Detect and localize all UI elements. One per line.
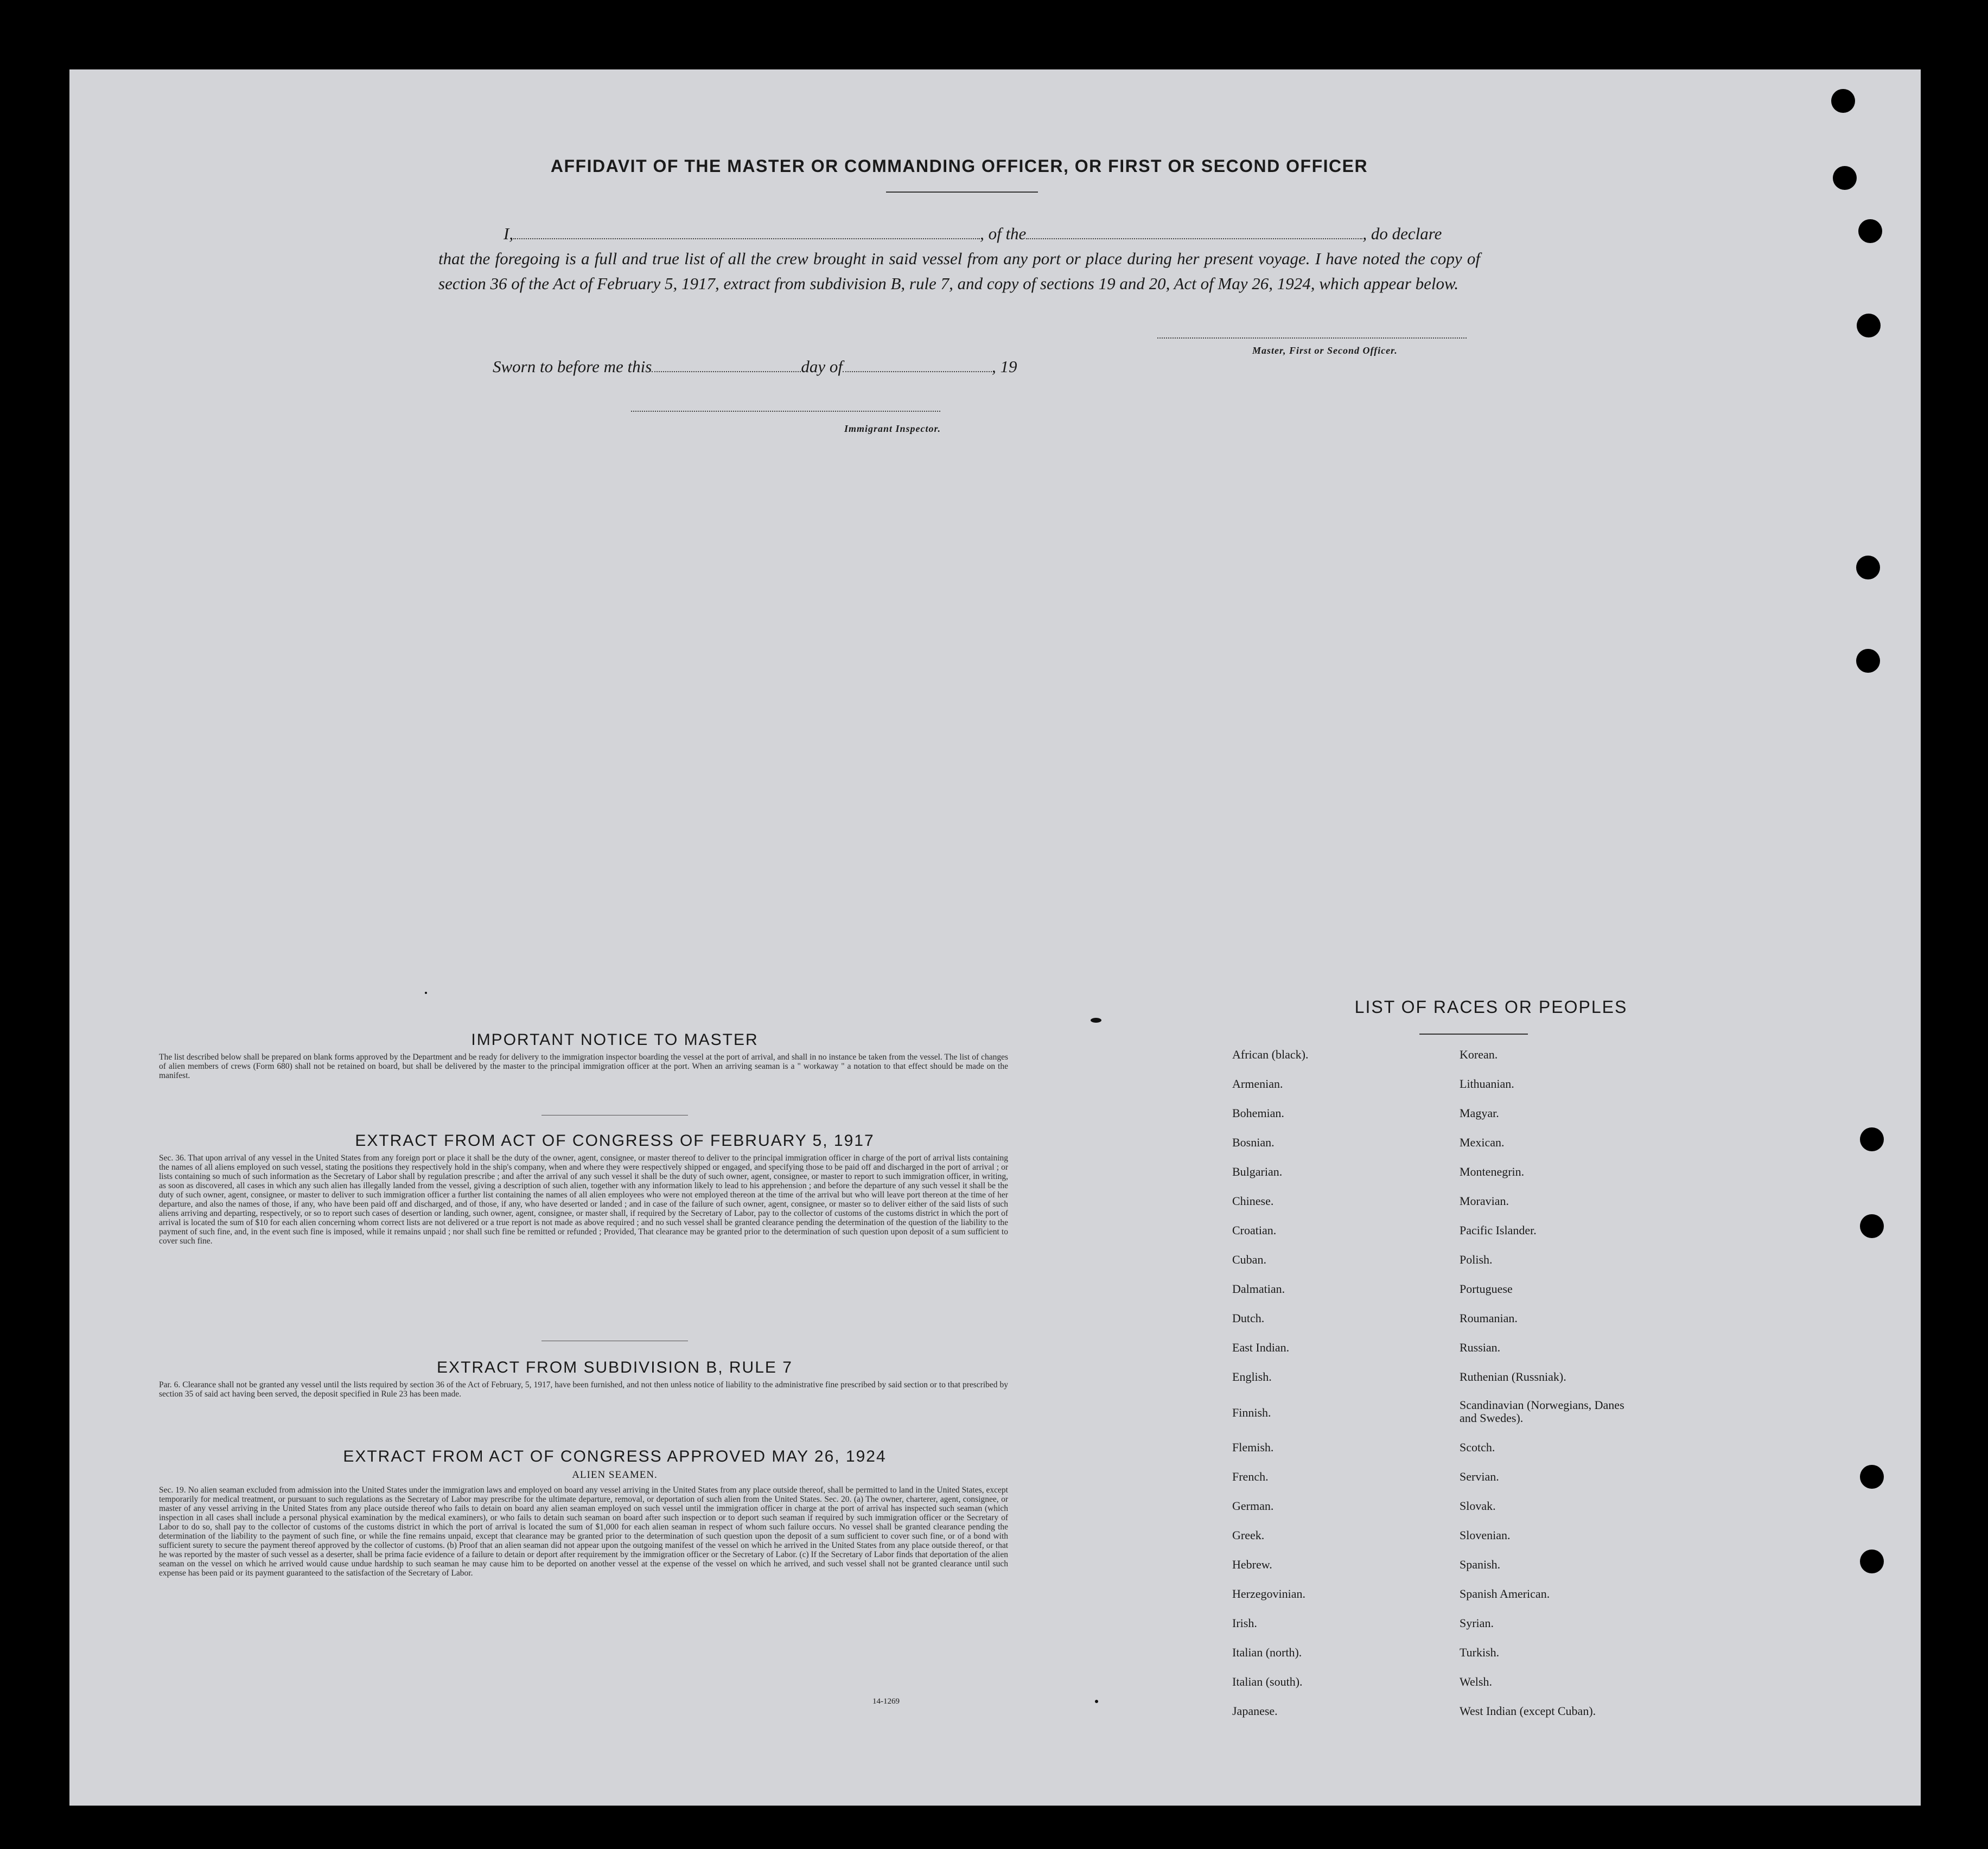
sworn-year: , 19 <box>991 357 1017 376</box>
binder-hole <box>1860 1465 1884 1489</box>
race-item: English. <box>1232 1370 1272 1383</box>
affidavit-do-declare: , do declare <box>1362 224 1442 243</box>
form-number: 14-1269 <box>872 1697 900 1706</box>
subdivision-b-body: Par. 6. Clearance shall not be granted any vessel until the lists required by section 36 of the Act of February, 5, 1917, have been furnished, and not then unless notice of liability to the administrative fine prescribed by said section or to that prescribed by section 35 of said act having been served, the deposit specified in Rule 23 has been made. <box>159 1380 1008 1399</box>
race-item: Magyar. <box>1460 1106 1499 1120</box>
document-sheet <box>69 69 1921 1806</box>
race-item: German. <box>1232 1499 1274 1513</box>
ink-speck <box>425 992 427 994</box>
race-item: Hebrew. <box>1232 1558 1272 1571</box>
race-item: Servian. <box>1460 1470 1499 1483</box>
race-item: Croatian. <box>1232 1223 1277 1237</box>
sworn-line <box>493 357 1017 377</box>
race-item: East Indian. <box>1232 1341 1290 1354</box>
races-title: LIST OF RACES OR PEOPLES <box>1354 997 1628 1017</box>
race-item: Finnish. <box>1232 1406 1271 1419</box>
race-item: Polish. <box>1460 1253 1493 1266</box>
extract-1917-body: Sec. 36. That upon arrival of any vessel in the United States from any foreign port or place it shall be the duty of the owner, agent, consignee, or master thereof to deliver to the principal immigration officer in charge of the port of arrival lists containing the names of all aliens employed on such vessel, stating the positions they respectively hold in the ship's company, when and where they were respectively shipped or engaged, and specifying those to be paid off and discharged in the port of arrival ; or lists containing so much of such information as the Secretary of Labor shall by regulation prescribe ; and after the arrival of any such vessel it shall be the duty of such owner, agent, consignee, or master to report to such immigration officer, in writing, as soon as discovered, all cases in which any such alien has illegally landed from the vessel, giving a description of such alien, together with any information likely to lead to his apprehension ; and before the departure of any such vessel it shall be the duty of such owner, agent, consignee, or master to deliver to such immigration officer a further list containing the names of all alien employees who were not employed thereon at the time of the arrival but who will leave port thereon at the time of her departure, and also the names of those, if any, who have been paid off and discharged, and of those, if any, who have deserted or landed ; and in case of the failure of such owner, agent, consignee, or master so to deliver either of the said lists of such aliens arriving and departing, respectively, or so to report such cases of desertion or landing, such owner, agent, consignee, or master shall, if required by the Secretary of Labor, pay to the collector of customs of the customs district in which the port of arrival is located the sum of $10 for each alien concerning whom correct lists are not delivered or a true report is not made as above required ; and no such vessel shall be granted clearance pending the determination of the question of the liability to the payment of such fine, and, in the event such fine is imposed, while it remains unpaid ; nor shall such fine be remitted or refunded ; Provided, That clearance may be granted prior to the determination of such question upon deposit of a sum sufficient to cover such fine. <box>159 1153 1008 1246</box>
race-item: Bosnian. <box>1232 1136 1275 1149</box>
subdivision-b-title: EXTRACT FROM SUBDIVISION B, RULE 7 <box>437 1359 793 1376</box>
binder-hole <box>1860 1550 1884 1573</box>
race-item: Roumanian. <box>1460 1311 1518 1325</box>
ink-speck <box>1095 1700 1098 1703</box>
master-signature-line <box>1157 337 1467 339</box>
binder-hole <box>1856 556 1880 579</box>
notice-body: The list described below shall be prepared on blank forms approved by the Department and be ready for delivery to the immigration inspector boarding the vessel at the port of arrival, and shall in no instance be taken from the vessel. The list of changes of alien members of crews (Form 680) shall not be retained on board, but shall be delivered by the master to the principal immigration officer at the port. When an arriving seaman is a " workaway " a notation to that effect should be made on the manifest. <box>159 1053 1008 1080</box>
binder-hole <box>1858 219 1882 243</box>
binder-hole <box>1833 166 1857 190</box>
ink-speck <box>1091 1018 1101 1023</box>
binder-hole <box>1860 1214 1884 1238</box>
sworn-day-of: day of <box>801 357 843 376</box>
race-item: Russian. <box>1460 1341 1501 1354</box>
extract-1924-title: EXTRACT FROM ACT OF CONGRESS APPROVED MAY 26, 1924 <box>343 1448 887 1465</box>
notice-title: IMPORTANT NOTICE TO MASTER <box>471 1031 759 1049</box>
extract-1924-subtitle: ALIEN SEAMEN. <box>572 1469 658 1481</box>
race-item: Dalmatian. <box>1232 1282 1285 1296</box>
race-item: Syrian. <box>1460 1616 1494 1630</box>
race-item: Cuban. <box>1232 1253 1266 1266</box>
binder-hole <box>1860 1127 1884 1151</box>
vessel-blank <box>1026 238 1362 239</box>
race-item: Korean. <box>1460 1048 1498 1061</box>
race-item: Pacific Islander. <box>1460 1223 1537 1237</box>
sworn-month-blank <box>843 371 992 372</box>
race-item: African (black). <box>1232 1048 1309 1061</box>
race-item: Slovenian. <box>1460 1528 1511 1542</box>
race-item: Spanish American. <box>1460 1587 1550 1601</box>
binder-hole <box>1857 314 1881 337</box>
race-item: Mexican. <box>1460 1136 1505 1149</box>
race-item: Chinese. <box>1232 1194 1274 1208</box>
race-item: Bulgarian. <box>1232 1165 1283 1178</box>
affidavit-of-the: , of the <box>980 224 1027 243</box>
race-item: Bohemian. <box>1232 1106 1284 1120</box>
master-signature-caption: Master, First or Second Officer. <box>1252 345 1398 356</box>
name-blank <box>513 238 980 239</box>
binder-hole <box>1856 649 1880 673</box>
race-item: Lithuanian. <box>1460 1077 1514 1091</box>
extract-1917-title: EXTRACT FROM ACT OF CONGRESS OF FEBRUARY 5, 1917 <box>355 1132 875 1150</box>
race-item: Irish. <box>1232 1616 1257 1630</box>
race-item: Greek. <box>1232 1528 1265 1542</box>
inspector-signature-line <box>631 411 940 412</box>
race-item: Japanese. <box>1232 1704 1278 1718</box>
race-item: Slovak. <box>1460 1499 1496 1513</box>
race-item: Turkish. <box>1460 1646 1500 1659</box>
race-item: Dutch. <box>1232 1311 1265 1325</box>
affidavit-text <box>438 221 1480 296</box>
extract-1924-body: Sec. 19. No alien seaman excluded from admission into the United States under the immigration laws and employed on board any vessel arriving in the United States from any place outside thereof, shall be permitted to land in the United States, except temporarily for medical treatment, or pursuant to such regulations as the Secretary of Labor may prescribe for the ultimate departure, removal, or deportation of such alien from the United States. Sec. 20. (a) The owner, charterer, agent, consignee, or master of any vessel arriving in the United States from any place outside thereof who fails to detain on board any alien seaman employed on such vessel until the immigration officer in charge at the port of arrival has inspected such seaman (which inspection in all cases shall include a personal physical examination by the medical examiners), or who fails to detain such seaman on board after such inspection or to deport such seaman if required by such immigration officer or the Secretary of Labor to do so, shall pay to the collector of customs of the customs district in which the port of arrival is located the sum of $1,000 for each alien seaman in respect of whom such failure occurs. No vessel shall be granted clearance pending the determination of the liability to the payment of such fine, or while the fine remains unpaid, except that clearance may be granted prior to the determination of such question upon the deposit of a sum sufficient to cover such fine, or of a bond with sufficient surety to secure the payment thereof approved by the collector of customs. (b) Proof that an alien seaman did not appear upon the outgoing manifest of the vessel on which he arrived in the United States from any place outside thereof, or that he was reported by the master of such vessel as a deserter, shall be prima facie evidence of a failure to detain or deport after requirement by the immigration officer or the Secretary of Labor. (c) If the Secretary of Labor finds that deportation of the alien seaman on the vessel on which he arrived would cause undue hardship to such seaman he may cause him to be deported on another vessel at the expense of the vessel on which he arrived, and such vessel shall not be granted clearance until such expense has been paid or its payment guaranteed to the satisfaction of the Secretary of Labor. <box>159 1485 1008 1578</box>
race-item: Armenian. <box>1232 1077 1283 1091</box>
race-item: West Indian (except Cuban). <box>1460 1704 1596 1718</box>
sworn-text: Sworn to before me this <box>493 357 652 376</box>
race-item: Moravian. <box>1460 1194 1509 1208</box>
affidavit-title: AFFIDAVIT OF THE MASTER OR COMMANDING OFFICER, OR FIRST OR SECOND OFFICER <box>550 156 1368 176</box>
race-item: Portuguese <box>1460 1282 1513 1296</box>
race-item: French. <box>1232 1470 1269 1483</box>
affidavit-body: that the foregoing is a full and true list of all the crew brought in said vessel from any port or place during her present voyage. I have noted the copy of section 36 of the Act of February 5, 1917, extract from subdivision B, rule 7, and copy of sections 19 and 20, Act of May 26, 1924, which appear below. <box>438 249 1480 293</box>
race-item: Herzegovinian. <box>1232 1587 1305 1601</box>
race-item: Scotch. <box>1460 1440 1495 1454</box>
races-rule <box>1419 1034 1528 1035</box>
race-item: Scandinavian (Norwegians, Danes and Swedes). <box>1460 1398 1624 1425</box>
race-item: Ruthenian (Russniak). <box>1460 1370 1566 1383</box>
race-item: Montenegrin. <box>1460 1165 1525 1178</box>
race-item: Flemish. <box>1232 1440 1274 1454</box>
title-rule <box>886 192 1038 193</box>
binder-hole <box>1831 89 1855 113</box>
race-item: Welsh. <box>1460 1675 1492 1688</box>
race-item: Spanish. <box>1460 1558 1501 1571</box>
affidavit-line1 <box>438 221 1480 246</box>
race-item: Italian (north). <box>1232 1646 1302 1659</box>
race-item: Italian (south). <box>1232 1675 1303 1688</box>
affidavit-i: I, <box>504 224 514 243</box>
sworn-day-blank <box>652 371 801 372</box>
inspector-caption: Immigrant Inspector. <box>844 423 941 434</box>
